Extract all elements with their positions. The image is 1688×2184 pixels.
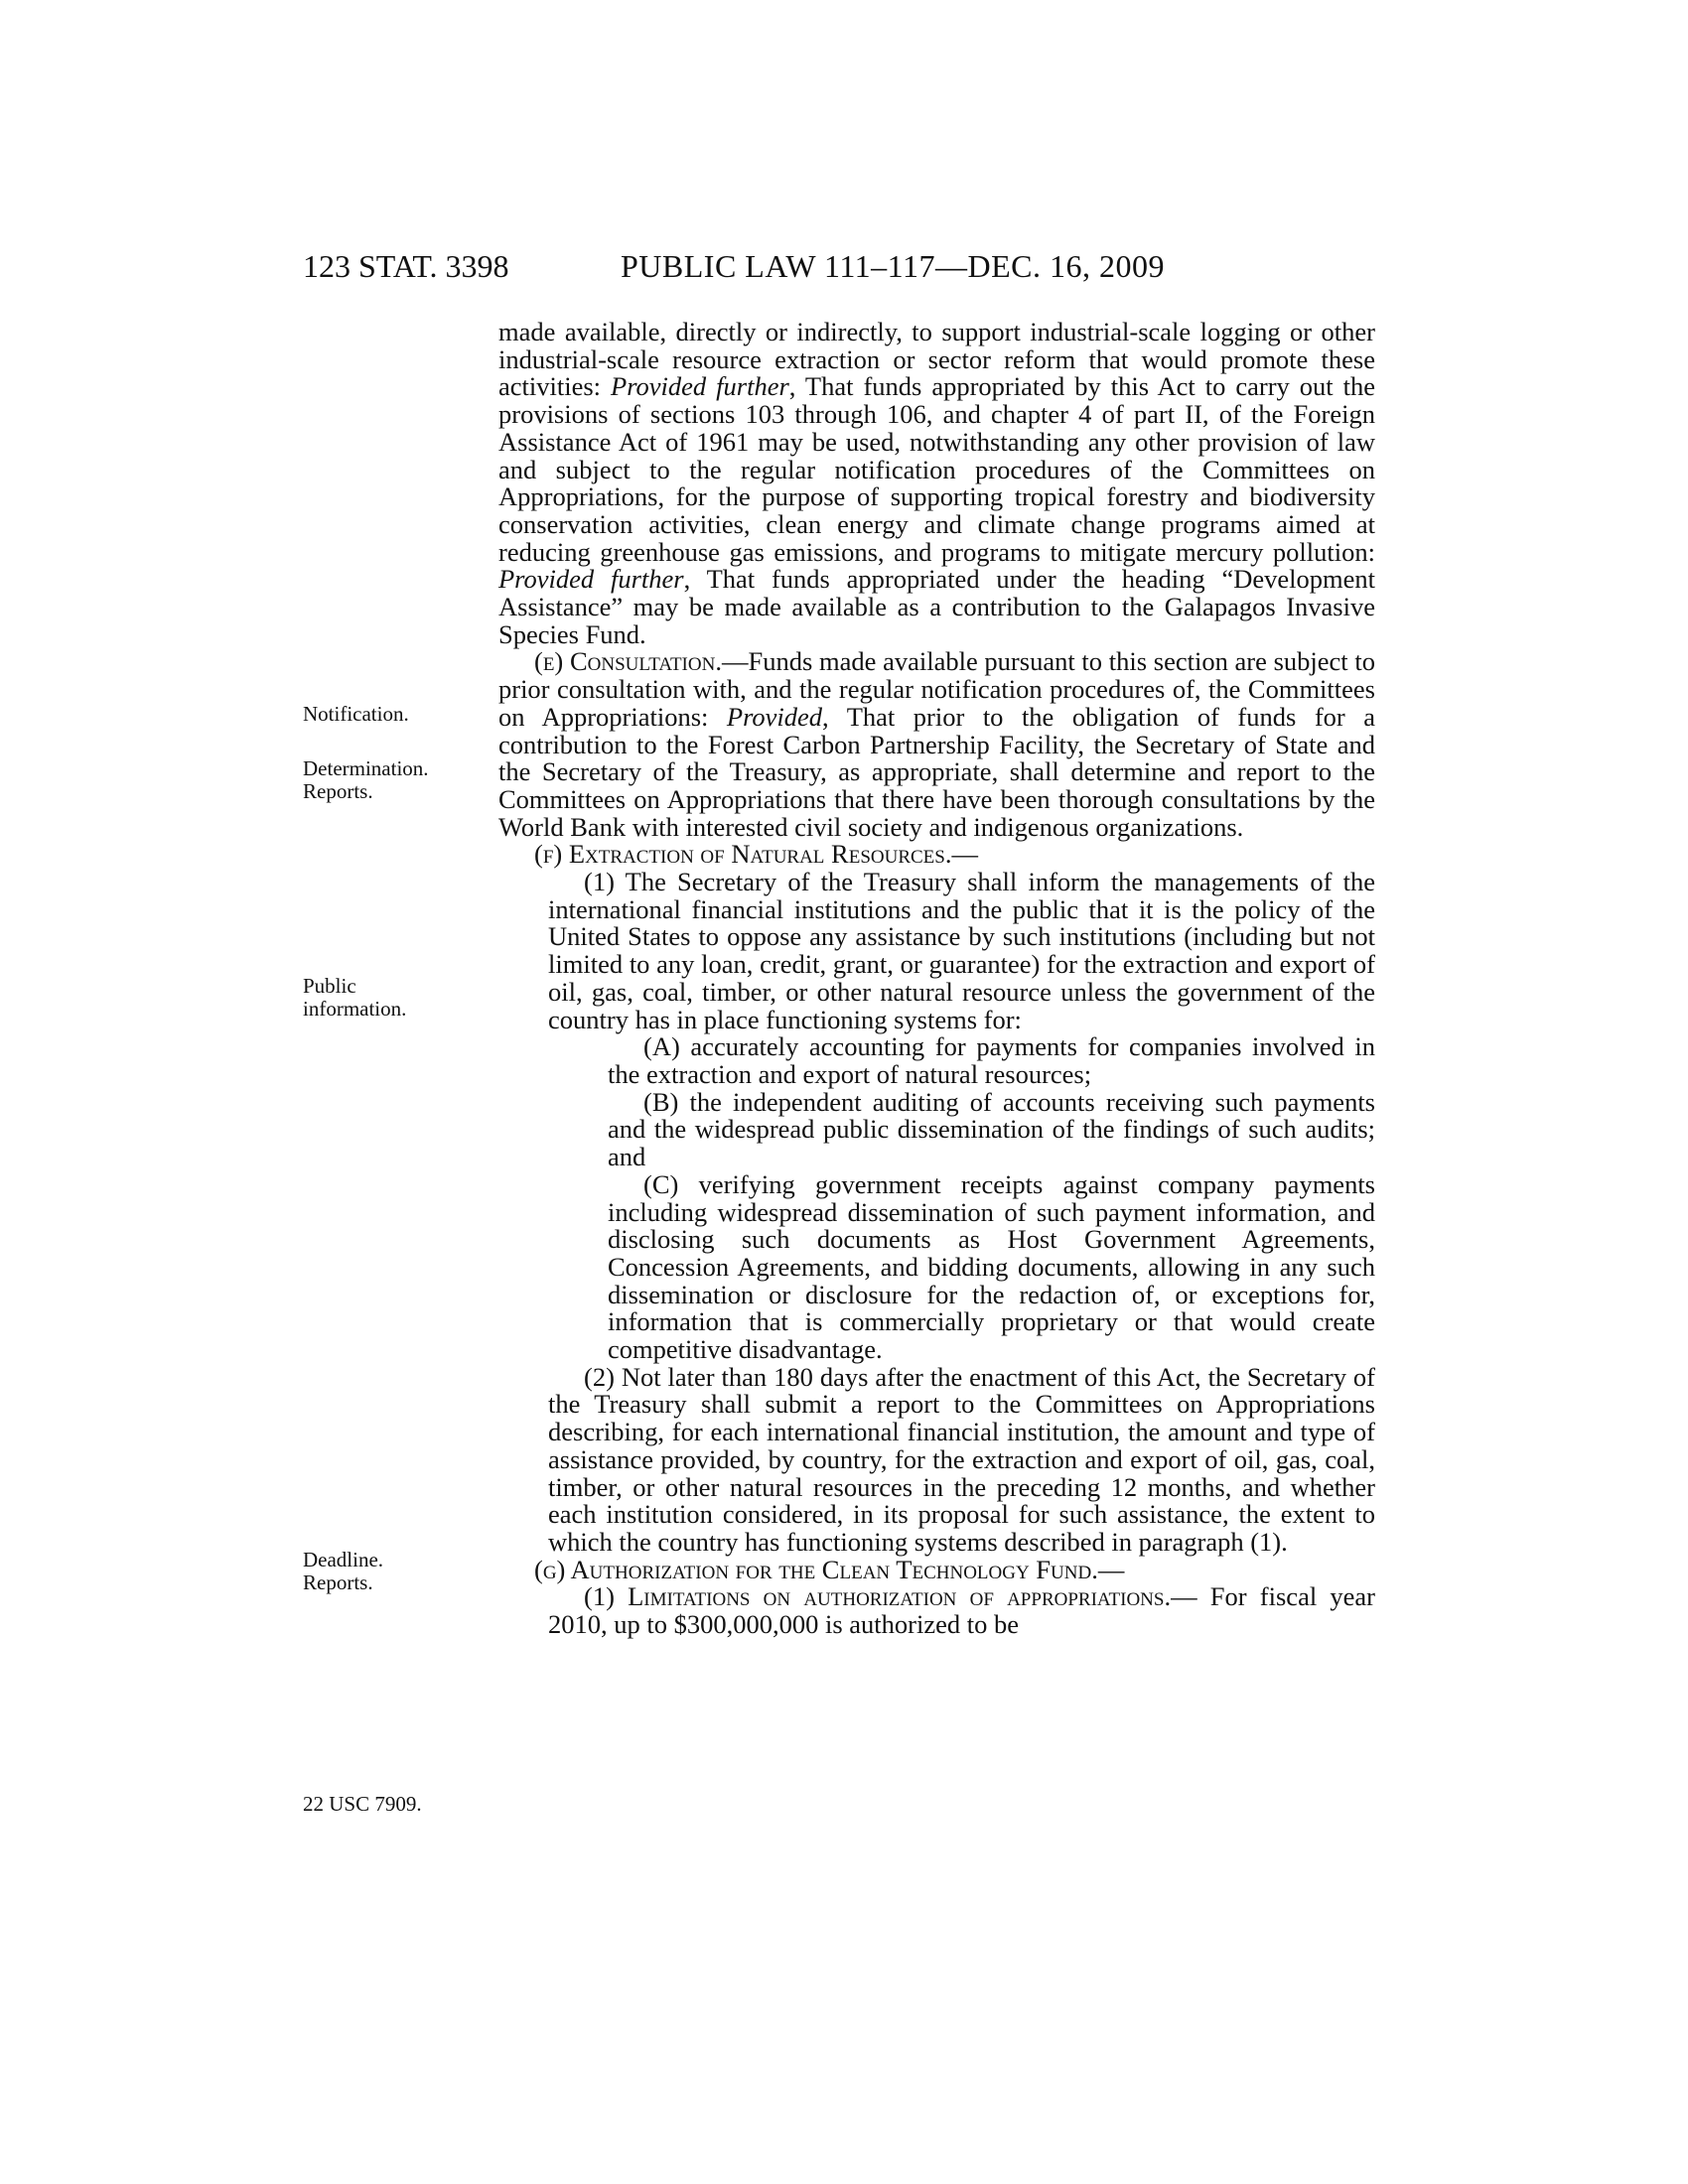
margin-note-public: Public	[303, 974, 356, 998]
paragraph-g-1: (1) Limitations on authorization of appropriations.— For fiscal year 2010, up to $300,000,000 is authorized to be	[548, 1581, 1375, 1640]
margin-note-deadline: Deadline.	[303, 1548, 384, 1571]
subsection-e-consultation: (e) Consultation.—Funds made available pursuant to this section are subject to prior consultation with, and the regular notification procedures of, the Committees on Appropriations: Provided, That prior to the obligation of funds for a contribution to the Forest Carbon Partnership Facility, the Secretary of State and the Secretary of the Treasury, as appropriate, shall determine and report to the Committees on Appropriations that there have been thorough consultations by the World Bank with interested civil society and indigenous organizations.	[498, 646, 1375, 842]
subsection-f-heading: (f) Extraction of Natural Resources.—	[534, 839, 978, 870]
paragraph-f-1: (1) The Secretary of the Treasury shall inform the managements of the international financial institutions and the public that it is the policy of the United States to oppose any assistance by such institutions (including but not limited to any loan, credit, grant, or guarantee) for the extraction and export of oil, gas, coal, timber, or other natural resource unless the government of the country has in place functioning systems for:	[548, 867, 1375, 1034]
subparagraph-f-1-a: (A) accurately accounting for payments for companies involved in the extraction and export of natural resources;	[608, 1031, 1375, 1089]
margin-note-reports-2: Reports.	[303, 1570, 373, 1594]
margin-note-information: information.	[303, 997, 407, 1021]
margin-note-notification: Notification.	[303, 702, 409, 726]
running-title: PUBLIC LAW 111–117—DEC. 16, 2009	[621, 248, 1165, 284]
subsection-g-heading: (g) Authorization for the Clean Technology Fund.—	[534, 1554, 1125, 1584]
paragraph-continuation: made available, directly or indirectly, to support industrial-scale logging or other industrial-scale resource extraction or sector reform that would promote these activities: Provided further, That funds appropriated by this Act to carry out the provisions of sections 103 through 106, and chapter 4 of part II, of the Foreign Assistance Act of 1961 may be used, notwithstanding any other provision of law and subject to the regular notification procedures of the Committees on Appropriations, for the purpose of supporting tropical forestry and biodiversity conservation activities, clean energy and climate change programs aimed at reducing greenhouse gas emissions, and programs to mitigate mercury pollution: Provided further, That funds appropriated under the heading “Development Assistance” may be made available as a contribution to the Galapagos Invasive Species Fund.	[498, 317, 1376, 649]
statute-page-number: 123 STAT. 3398	[303, 248, 509, 284]
margin-note-reports: Reports.	[303, 779, 373, 803]
statute-body	[498, 319, 1375, 1639]
subparagraph-f-1-c: (C) verifying government receipts against company payments including widespread dissemination of such payment information, and disclosing such documents as Host Government Agreements, Concession Agreements, and bidding documents, allowing in any such dissemination or disclosure for the redaction of, or exceptions for, information that is commercially proprietary or that would create competitive disadvantage.	[608, 1168, 1375, 1365]
paragraph-f-2: (2) Not later than 180 days after the enactment of this Act, the Secretary of the Treasury shall submit a report to the Committees on Appropriations describing, for each international financial institution, the amount and type of assistance provided, by country, for the extraction and export of oil, gas, coal, timber, or other natural resources in the preceding 12 months, and whether each institution considered, in its proposal for such assistance, the extent to which the country has functioning systems described in paragraph (1).	[548, 1361, 1375, 1557]
margin-note-determination: Determination.	[303, 756, 429, 780]
subparagraph-f-1-b: (B) the independent auditing of accounts receiving such payments and the widespread public dissemination of the findings of such audits; and	[608, 1086, 1375, 1172]
page-header	[0, 248, 1688, 288]
margin-note-usc-citation: 22 USC 7909.	[303, 1792, 422, 1816]
